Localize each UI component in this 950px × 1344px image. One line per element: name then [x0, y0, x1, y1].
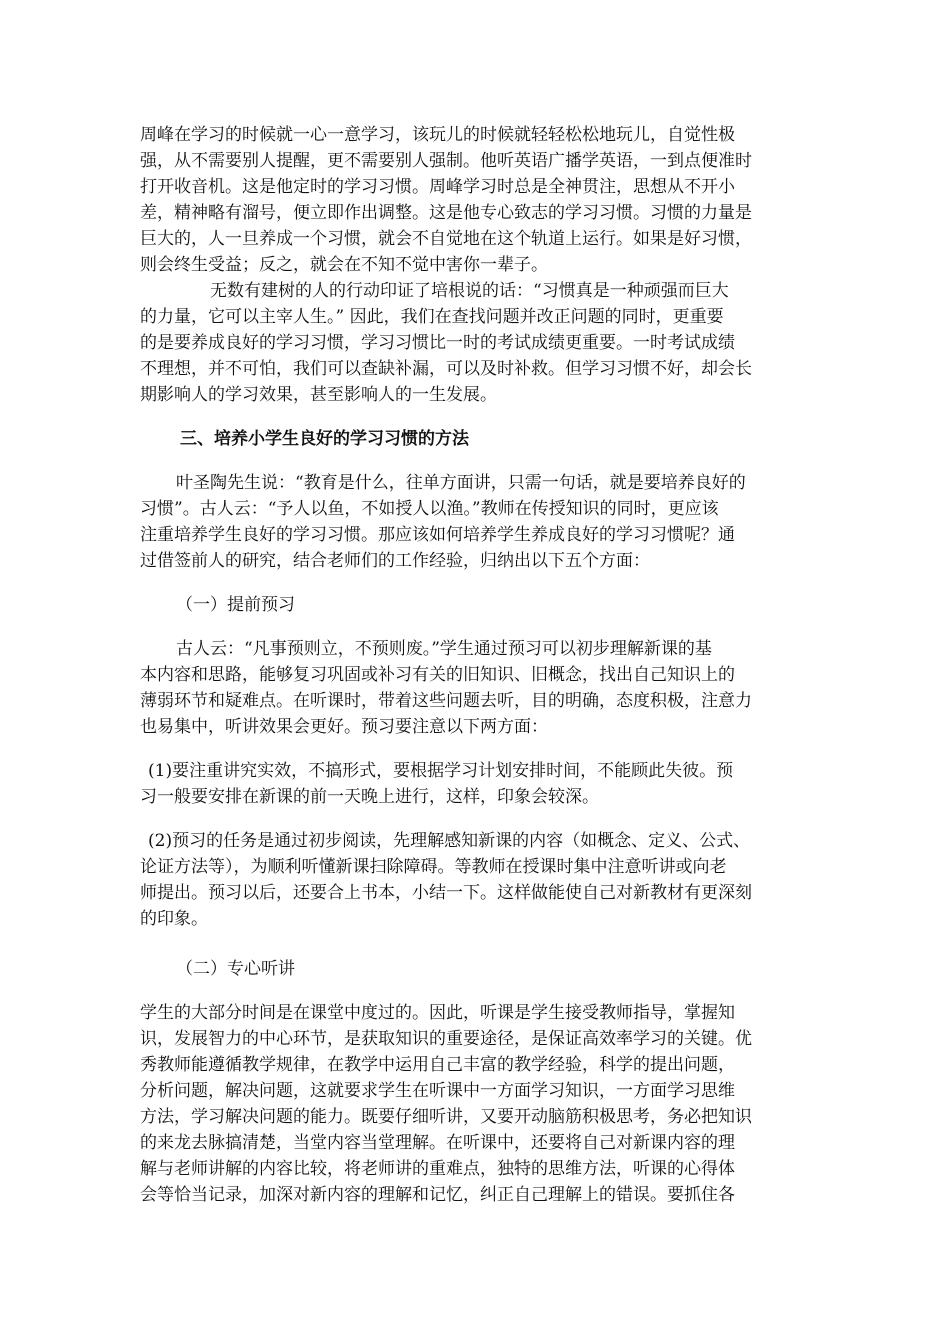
text-line: 解与老师讲解的内容比较，将老师讲的重难点，独特的思维方法，听课的心得体 — [140, 1159, 735, 1179]
text-line: 周峰在学习的时候就一心一意学习，该玩儿的时候就轻轻松松地玩儿，自觉性极 — [140, 125, 735, 145]
text-line: 过借签前人的研究，结合老师们的工作经验，归纳出以下五个方面： — [140, 551, 650, 571]
text-line: (2)预习的任务是通过初步阅读，先理解感知新课的内容（如概念、定义、公式、 — [148, 831, 751, 851]
text-line: 注重培养学生良好的学习习惯。那应该如何培养学生养成良好的学习习惯呢？通 — [140, 525, 735, 545]
text-line: 薄弱环节和疑难点。在听课时，带着这些问题去听，目的明确，态度积极，注意力 — [140, 691, 752, 711]
text-line: 也易集中，听讲效果会更好。预习要注意以下两方面： — [140, 717, 548, 737]
text-line: 期影响人的学习效果，甚至影响人的一生发展。 — [140, 385, 497, 405]
section-heading: 三、培养小学生良好的学习习惯的方法 — [180, 429, 469, 449]
text-line: 强，从不需要别人提醒，更不需要别人强制。他听英语广播学英语，一到点便准时 — [140, 151, 752, 171]
text-line: 叶圣陶先生说：“教育是什么，往单方面讲，只需一句话，就是要培养良好的 — [176, 473, 746, 493]
text-line: (1)要注重讲究实效，不搞形式，要根据学习计划安排时间，不能顾此失彼。预 — [148, 761, 734, 781]
text-line: 分析问题，解决问题，这就要求学生在听课中一方面学习知识，一方面学习思维 — [140, 1081, 735, 1101]
text-line: 本内容和思路，能够复习巩固或补习有关的旧知识、旧概念，找出自己知识上的 — [140, 665, 735, 685]
text-line: 的印象。 — [140, 909, 208, 929]
text-line: 不理想，并不可怕，我们可以查缺补漏，可以及时补救。但学习习惯不好，却会长 — [140, 359, 752, 379]
text-line: 差，精神略有溜号，便立即作出调整。这是他专心致志的学习习惯。习惯的力量是 — [140, 203, 752, 223]
text-line: 的力量，它可以主宰人生。” 因此，我们在查找问题并改正问题的同时，更重要 — [140, 307, 724, 327]
text-line: 习惯”。古人云：“予人以鱼，不如授人以渔。”教师在传授知识的同时，更应该 — [140, 499, 719, 519]
text-line: 古人云：“凡事预则立，不预则废。”学生通过预习可以初步理解新课的基 — [176, 639, 712, 659]
text-line: 巨大的，人一旦养成一个习惯，就会不自觉地在这个轨道上运行。如果是好习惯， — [140, 229, 752, 249]
subheading-listen: （二）专心听讲 — [176, 959, 295, 979]
text-line: 秀教师能遵循教学规律，在教学中运用自己丰富的教学经验，科学的提出问题， — [140, 1055, 735, 1075]
text-line: 打开收音机。这是他定时的学习习惯。周峰学习时总是全神贯注，思想从不开小 — [140, 177, 735, 197]
text-line: 学生的大部分时间是在课堂中度过的。因此，听课是学生接受教师指导，掌握知 — [140, 1003, 735, 1023]
text-line: 师提出。预习以后，还要合上书本，小结一下。这样做能使自己对新教材有更深刻 — [140, 883, 752, 903]
text-line: 的是要养成良好的学习习惯，学习习惯比一时的考试成绩更重要。一时考试成绩 — [140, 333, 735, 353]
text-line: 识，发展智力的中心环节，是获取知识的重要途径，是保证高效率学习的关键。优 — [140, 1029, 752, 1049]
text-line: 论证方法等），为顺利听懂新课扫除障碍。等教师在授课时集中注意听讲或向老 — [140, 857, 727, 877]
text-line: 会等恰当记录，加深对新内容的理解和记忆，纠正自己理解上的错误。要抓住各 — [140, 1185, 735, 1205]
text-line: 则会终生受益；反之，就会在不知不觉中害你一辈子。 — [140, 255, 548, 275]
text-line: 无数有建树的人的行动印证了培根说的话：“习惯真是一种顽强而巨大 — [210, 281, 729, 301]
subheading-preview: （一）提前预习 — [176, 595, 295, 615]
text-line: 习一般要安排在新课的前一天晚上进行，这样，印象会较深。 — [140, 787, 599, 807]
text-line: 的来龙去脉搞清楚，当堂内容当堂理解。在听课中，还要将自己对新课内容的理 — [140, 1133, 735, 1153]
text-line: 方法，学习解决问题的能力。既要仔细听讲，又要开动脑筋积极思考，务必把知识 — [140, 1107, 752, 1127]
